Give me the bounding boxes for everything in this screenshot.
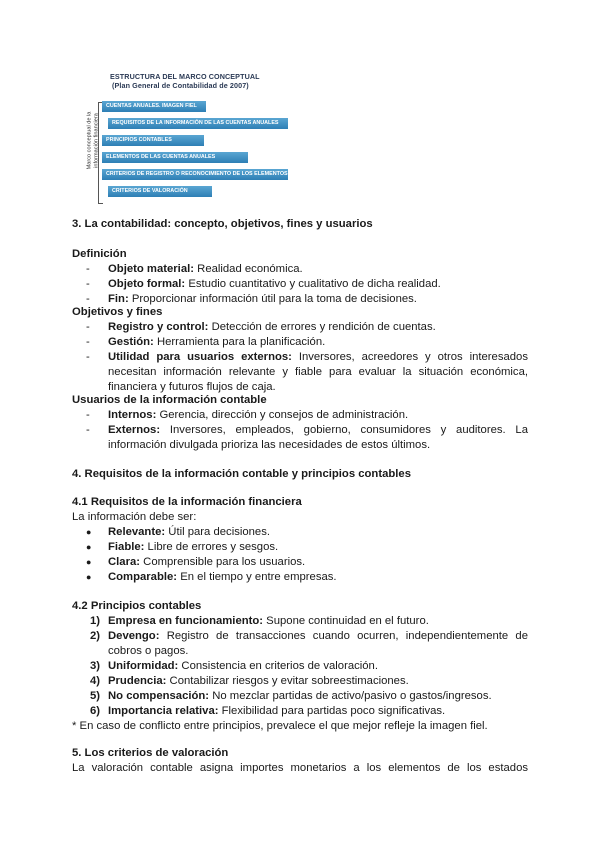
bullet: ● [86, 542, 92, 552]
list-item: Registro y control: Detección de errores y rendición de cuentas. [108, 321, 436, 333]
list-dash: - [86, 293, 90, 305]
conflict-note: * En caso de conflicto entre principios, prevalece el que mejor refleje la imagen fiel. [72, 720, 488, 732]
list-dash: - [86, 278, 90, 290]
bullet: ● [86, 557, 92, 567]
list-dash: - [86, 424, 90, 436]
section-5-title: 5. Los criterios de valoración [72, 747, 229, 759]
list-item: Fiable: Libre de errores y sesgos. [108, 541, 279, 553]
list-item: Gestión: Herramienta para la planificación. [108, 336, 326, 348]
list-item: Clara: Comprensible para los usuarios. [108, 556, 306, 568]
bullet: ● [86, 527, 92, 537]
list-number: 6) [89, 705, 100, 717]
diagram-bar-1: CUENTAS ANUALES. IMAGEN FIEL [102, 101, 206, 112]
list-number: 1) [89, 615, 100, 627]
diagram-bar-6: CRITERIOS DE VALORACIÓN [108, 186, 212, 197]
list-dash: - [86, 263, 90, 275]
list-item: Externos: Inversores, empleados, gobierno, consumidores y auditores. La información divulgada prioriza las necesidades de estos últimos. [108, 424, 528, 451]
list-number: 3) [89, 660, 100, 672]
diagram-title-line1: ESTRUCTURA DEL MARCO CONCEPTUAL [110, 72, 260, 81]
list-item: Relevante: Útil para decisiones. [108, 526, 271, 538]
list-dash: - [86, 409, 90, 421]
intro-text: La información debe ser: [72, 511, 197, 523]
list-item: Utilidad para usuarios externos: Inversores, acreedores y otros interesados necesitan información relevante y fiable para evaluar la situación económica, financiera y futuros flujos de caja. [108, 351, 528, 393]
list-item: Prudencia: Contabilizar riesgos y evitar sobreestimaciones. [108, 675, 409, 687]
list-item: Objeto material: Realidad económica. [108, 263, 303, 275]
list-item: Importancia relativa: Flexibilidad para partidas poco significativas. [108, 705, 446, 717]
list-item: Internos: Gerencia, dirección y consejos de administración. [108, 409, 409, 421]
usuarios-heading: Usuarios de la información contable [72, 394, 267, 406]
list-number: 2) [89, 630, 100, 642]
list-number: 5) [89, 690, 100, 702]
diagram-bar-2: REQUISITOS DE LA INFORMACIÓN DE LAS CUENTAS ANUALES [108, 118, 288, 129]
list-item: Uniformidad: Consistencia en criterios de valoración. [108, 660, 378, 672]
section-5-text: La valoración contable asigna importes monetarios a los elementos de los estados [72, 762, 528, 774]
bullet: ● [86, 572, 92, 582]
diagram-title-line2: (Plan General de Contabilidad de 2007) [112, 81, 249, 90]
diagram-bar-3: PRINCIPIOS CONTABLES [102, 135, 204, 146]
subsection-4-2-title: 4.2 Principios contables [72, 600, 202, 612]
list-number: 4) [89, 675, 100, 687]
objetivos-heading: Objetivos y fines [72, 306, 163, 318]
list-item: Devengo: Registro de transacciones cuando ocurren, independientemente de cobros o pagos. [108, 630, 528, 657]
list-dash: - [86, 321, 90, 333]
marco-conceptual-diagram [80, 72, 300, 212]
list-dash: - [86, 351, 90, 363]
list-dash: - [86, 336, 90, 348]
list-item: Objeto formal: Estudio cuantitativo y cualitativo de dicha realidad. [108, 278, 441, 290]
diagram-title [110, 72, 260, 90]
section-4-title: 4. Requisitos de la información contable y principios contables [72, 468, 411, 480]
definicion-heading: Definición [72, 248, 127, 260]
section-3-title: 3. La contabilidad: concepto, objetivos, fines y usuarios [72, 218, 373, 230]
diagram-bar-5: CRITERIOS DE REGISTRO O RECONOCIMIENTO DE LOS ELEMENTOS [102, 169, 288, 180]
list-item: Comparable: En el tiempo y entre empresas. [108, 571, 337, 583]
diagram-vertical-label: Marco conceptual de la información financiera [86, 111, 99, 170]
list-item: No compensación: No mezclar partidas de activo/pasivo o gastos/ingresos. [108, 690, 492, 702]
diagram-bar-4: ELEMENTOS DE LAS CUENTAS ANUALES [102, 152, 248, 163]
list-item: Fin: Proporcionar información útil para la toma de decisiones. [108, 293, 417, 305]
subsection-4-1-title: 4.1 Requisitos de la información financiera [72, 496, 302, 508]
list-item: Empresa en funcionamiento: Supone continuidad en el futuro. [108, 615, 429, 627]
